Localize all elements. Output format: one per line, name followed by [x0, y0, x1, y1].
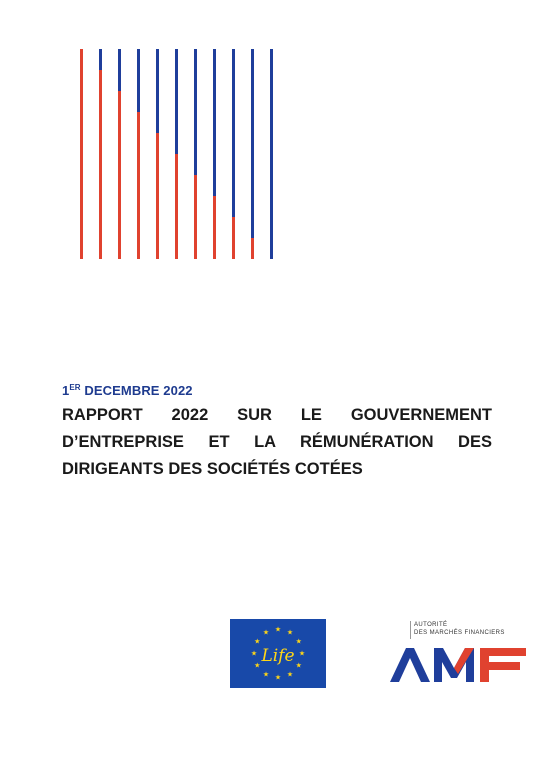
stripe-red-segment [99, 70, 102, 259]
eu-star-icon: ★ [262, 671, 270, 679]
eu-star-icon: ★ [286, 629, 294, 637]
stripe-blue-segment [251, 49, 254, 238]
stripe-blue-segment [99, 49, 102, 70]
date-month-year: DECEMBRE 2022 [80, 383, 193, 398]
report-title: RAPPORT 2022 SUR LE GOUVERNEMENT D’ENTREPRISE ET LA RÉMUNÉRATION DES DIRIGEANTS DES SOCIÉTÉS COTÉES [62, 406, 492, 478]
stripe-red-segment [137, 112, 140, 259]
stripe-red-segment [232, 217, 235, 259]
report-date [62, 383, 193, 398]
stripe-red-segment [251, 238, 254, 259]
eu-star-icon: ★ [250, 650, 258, 658]
eu-star-icon: ★ [295, 638, 302, 646]
stripe-blue-segment [232, 49, 235, 217]
date-day: 1 [62, 383, 70, 398]
stripe-blue-segment [175, 49, 178, 154]
amf-letters-icon [388, 620, 530, 688]
eu-star-icon: ★ [274, 674, 282, 682]
stripe-red-segment [80, 49, 83, 259]
stripe-red-segment [118, 91, 121, 259]
eu-star-icon: ★ [298, 650, 306, 658]
stripe-blue-segment [270, 49, 273, 259]
eu-star-icon: ★ [286, 671, 294, 679]
eu-life-logo [230, 619, 326, 688]
eu-star-icon: ★ [262, 629, 270, 637]
eu-star-icon: ★ [254, 638, 261, 646]
stripe-blue-segment [118, 49, 121, 91]
stripe-blue-segment [213, 49, 216, 196]
stripe-red-segment [213, 196, 216, 259]
cover-stripes-graphic [0, 0, 554, 300]
amf-tagline-1: AUTORITÉ [414, 622, 448, 628]
stripe-blue-segment [156, 49, 159, 133]
eu-star-icon: ★ [295, 662, 302, 670]
date-suffix: ER [69, 383, 81, 392]
amf-logo [388, 620, 530, 688]
life-wordmark: Life [261, 646, 295, 666]
eu-star-icon: ★ [274, 626, 282, 634]
amf-tagline-2: DES MARCHÉS FINANCIERS [414, 630, 505, 636]
stripe-blue-segment [194, 49, 197, 175]
stripe-red-segment [156, 133, 159, 259]
eu-star-icon: ★ [254, 662, 261, 670]
stripe-red-segment [194, 175, 197, 259]
stripe-red-segment [175, 154, 178, 259]
stripe-blue-segment [137, 49, 140, 112]
eu-stars-icon [230, 619, 326, 688]
